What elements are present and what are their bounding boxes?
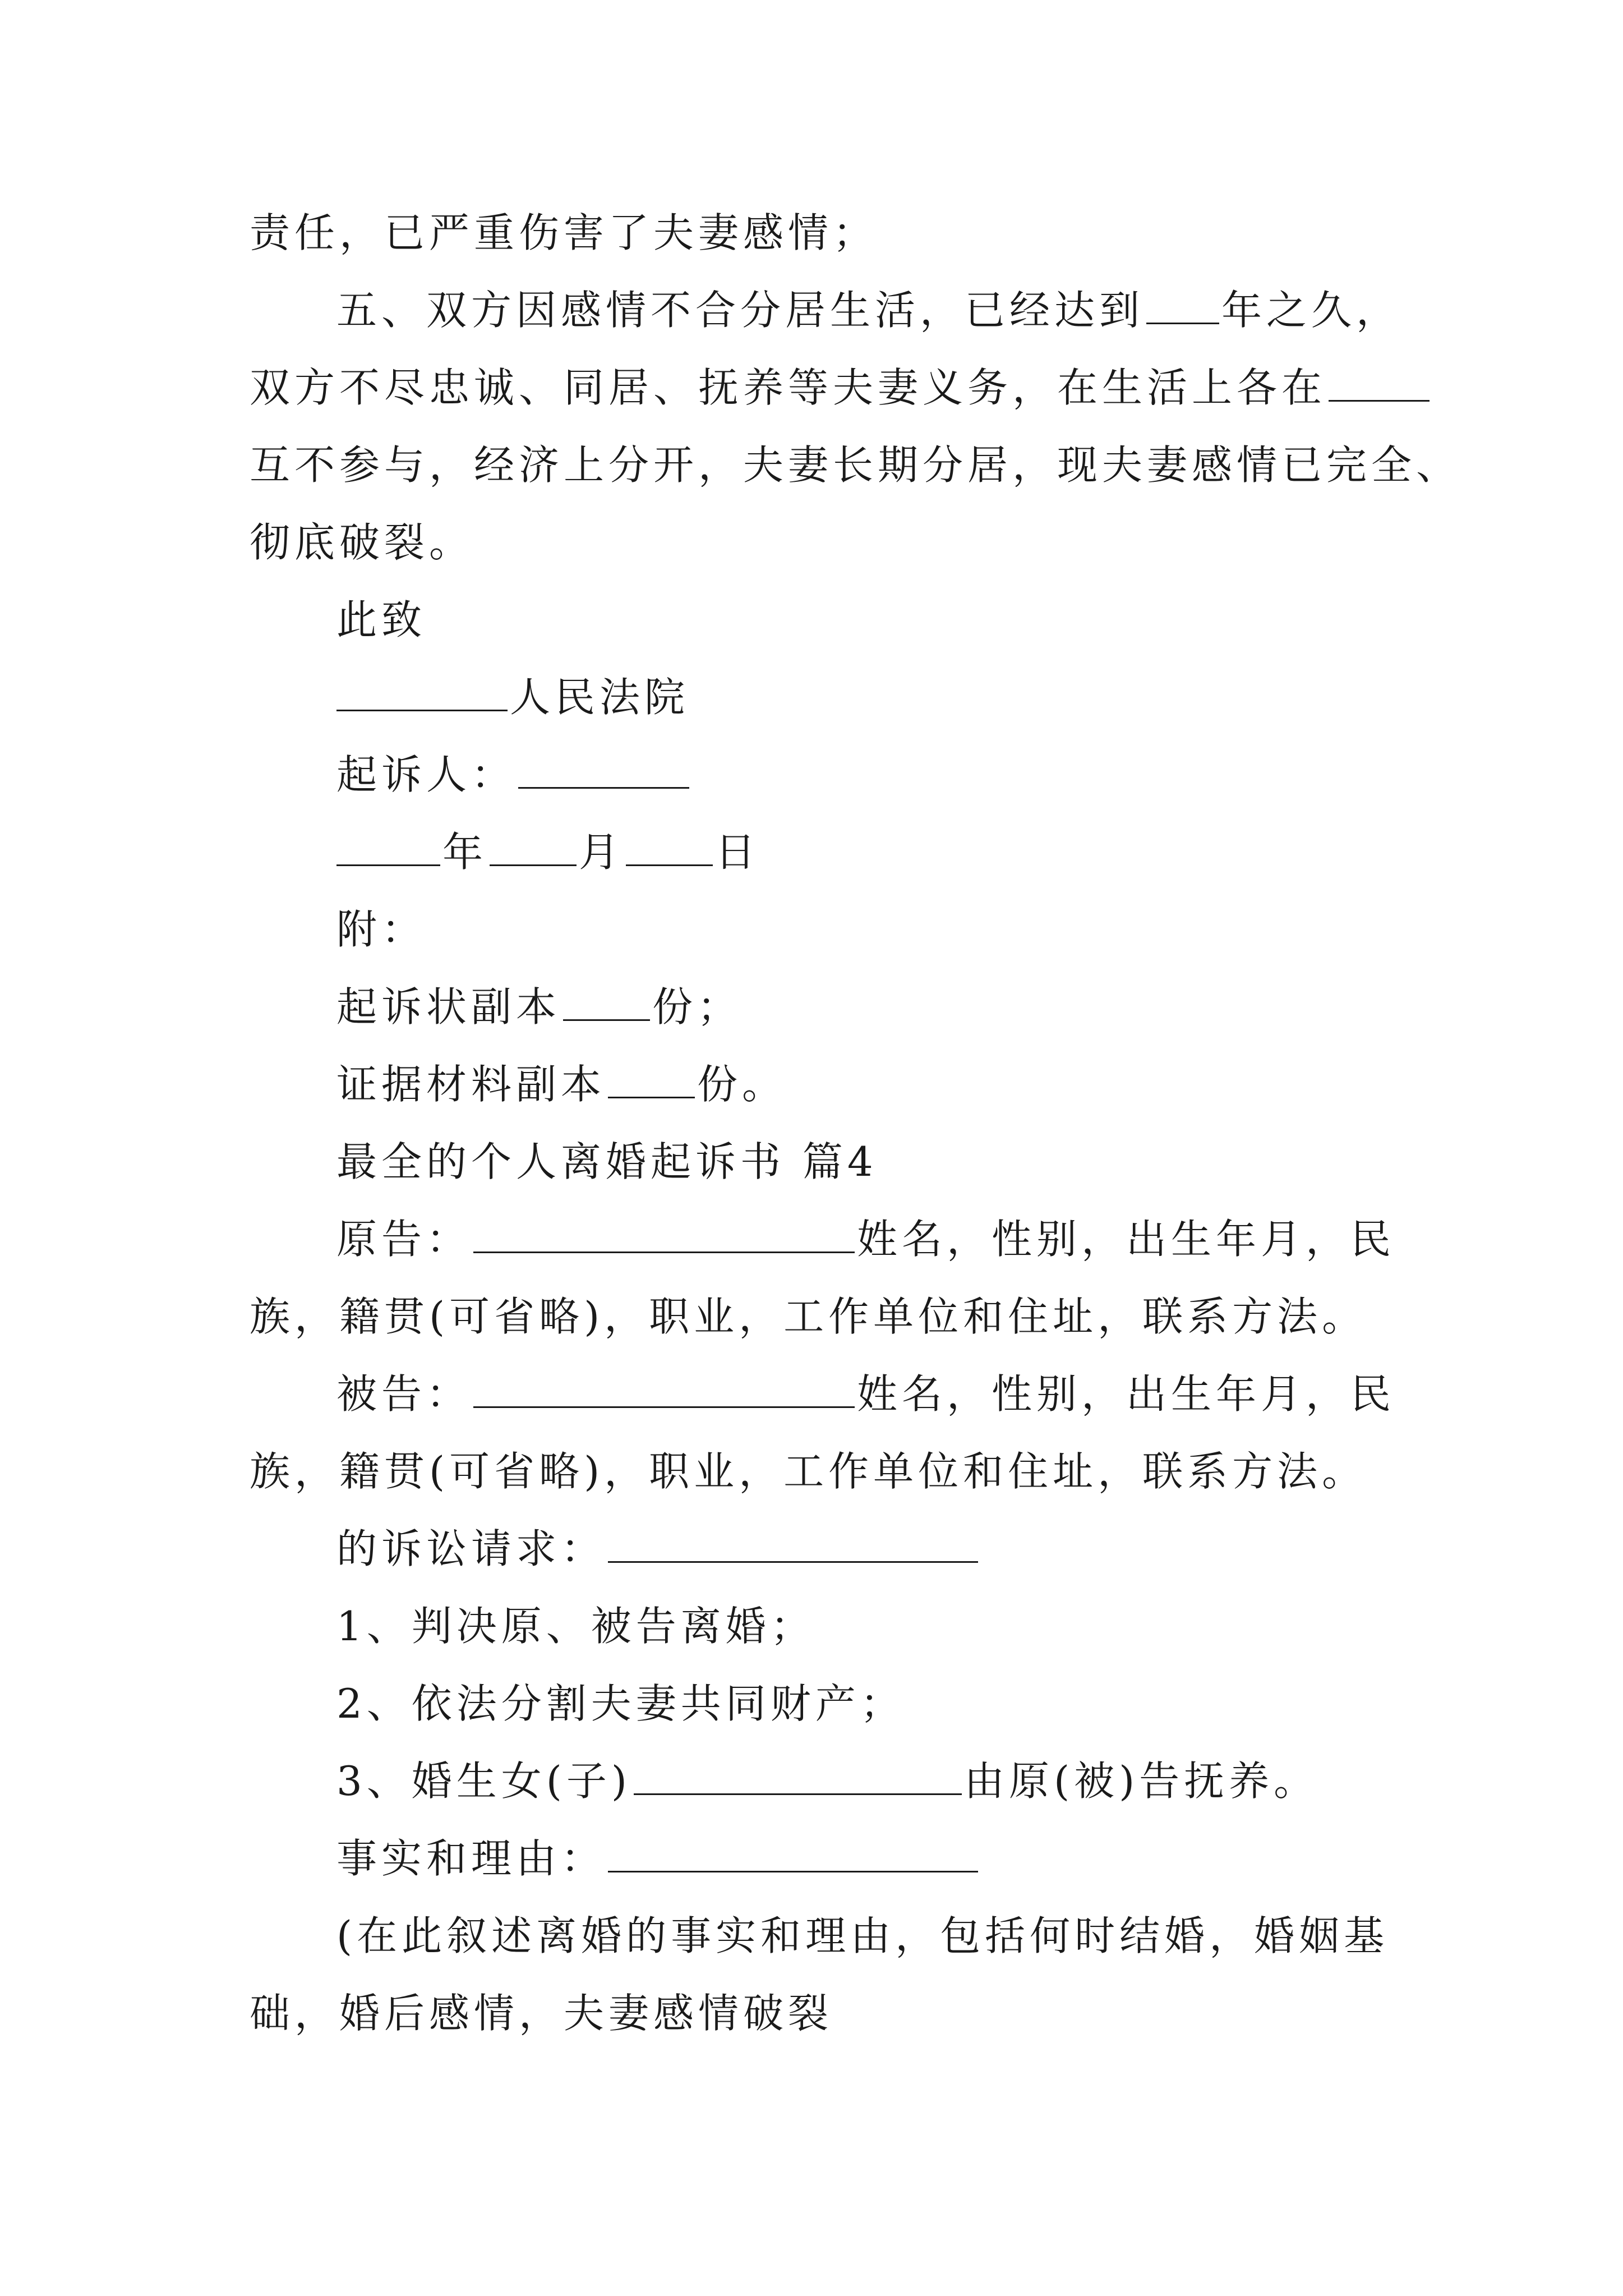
text-line: 互不参与，经济上分开，夫妻长期分居，现夫妻感情已完全、 [250, 441, 1461, 489]
text-line: 人民法院 [336, 669, 689, 725]
fill-blank [634, 1759, 962, 1795]
text-line: (在此叙述离婚的事实和理由，包括何时结婚，婚姻基 [336, 1912, 1389, 1959]
text-line: 起诉人： [336, 747, 691, 803]
fill-blank [563, 984, 650, 1021]
fill-blank [336, 675, 508, 711]
text-line: 彻底破裂。 [250, 519, 474, 566]
text-line: 起诉状副本 份； [336, 983, 743, 1030]
text-line: 2、依法分割夫妻共同财产； [336, 1680, 905, 1727]
text-line: 责任，已严重伤害了夫妻感情； [250, 209, 878, 256]
text-line: 础，婚后感情，夫妻感情破裂 [250, 1990, 833, 2037]
fill-blank [473, 1372, 855, 1408]
fill-blank [1146, 288, 1219, 324]
fill-blank [608, 1836, 978, 1872]
fill-blank [608, 1526, 978, 1563]
fill-blank [518, 752, 689, 789]
fill-blank [1329, 365, 1430, 402]
text-line: 年 月 日 [336, 824, 760, 880]
text-line: 附： [336, 906, 427, 953]
text-line: 五、双方因感情不合分居生活，已经达到 年之久， [336, 287, 1401, 334]
text-line: 证据材料副本 份。 [336, 1061, 787, 1108]
text-line: 双方不尽忠诚、同居、抚养等夫妻义务，在生活上各在 [250, 360, 1432, 416]
fill-blank [490, 830, 577, 866]
fill-blank [473, 1217, 855, 1253]
text-line: 族，籍贯(可省略)，职业，工作单位和住址，联系方法。 [250, 1448, 1367, 1495]
fill-blank [626, 830, 713, 866]
text-line: 3、婚生女(子) 由原(被)告抚养。 [336, 1757, 1319, 1805]
text-line: 1、判决原、被告离婚； [336, 1603, 815, 1650]
fill-blank [608, 1062, 695, 1098]
fill-blank [336, 830, 440, 866]
text-line: 此致 [336, 596, 427, 643]
section-heading: 最全的个人离婚起诉书 篇4 [336, 1138, 878, 1185]
text-line: 族，籍贯(可省略)，职业，工作单位和住址，联系方法。 [250, 1293, 1367, 1340]
text-line: 原告： 姓名，性别，出生年月，民 [336, 1216, 1396, 1263]
text-line: 事实和理由： [336, 1830, 980, 1887]
text-line: 的诉讼请求： [336, 1521, 980, 1577]
text-line: 被告： 姓名，性别，出生年月，民 [336, 1370, 1396, 1418]
